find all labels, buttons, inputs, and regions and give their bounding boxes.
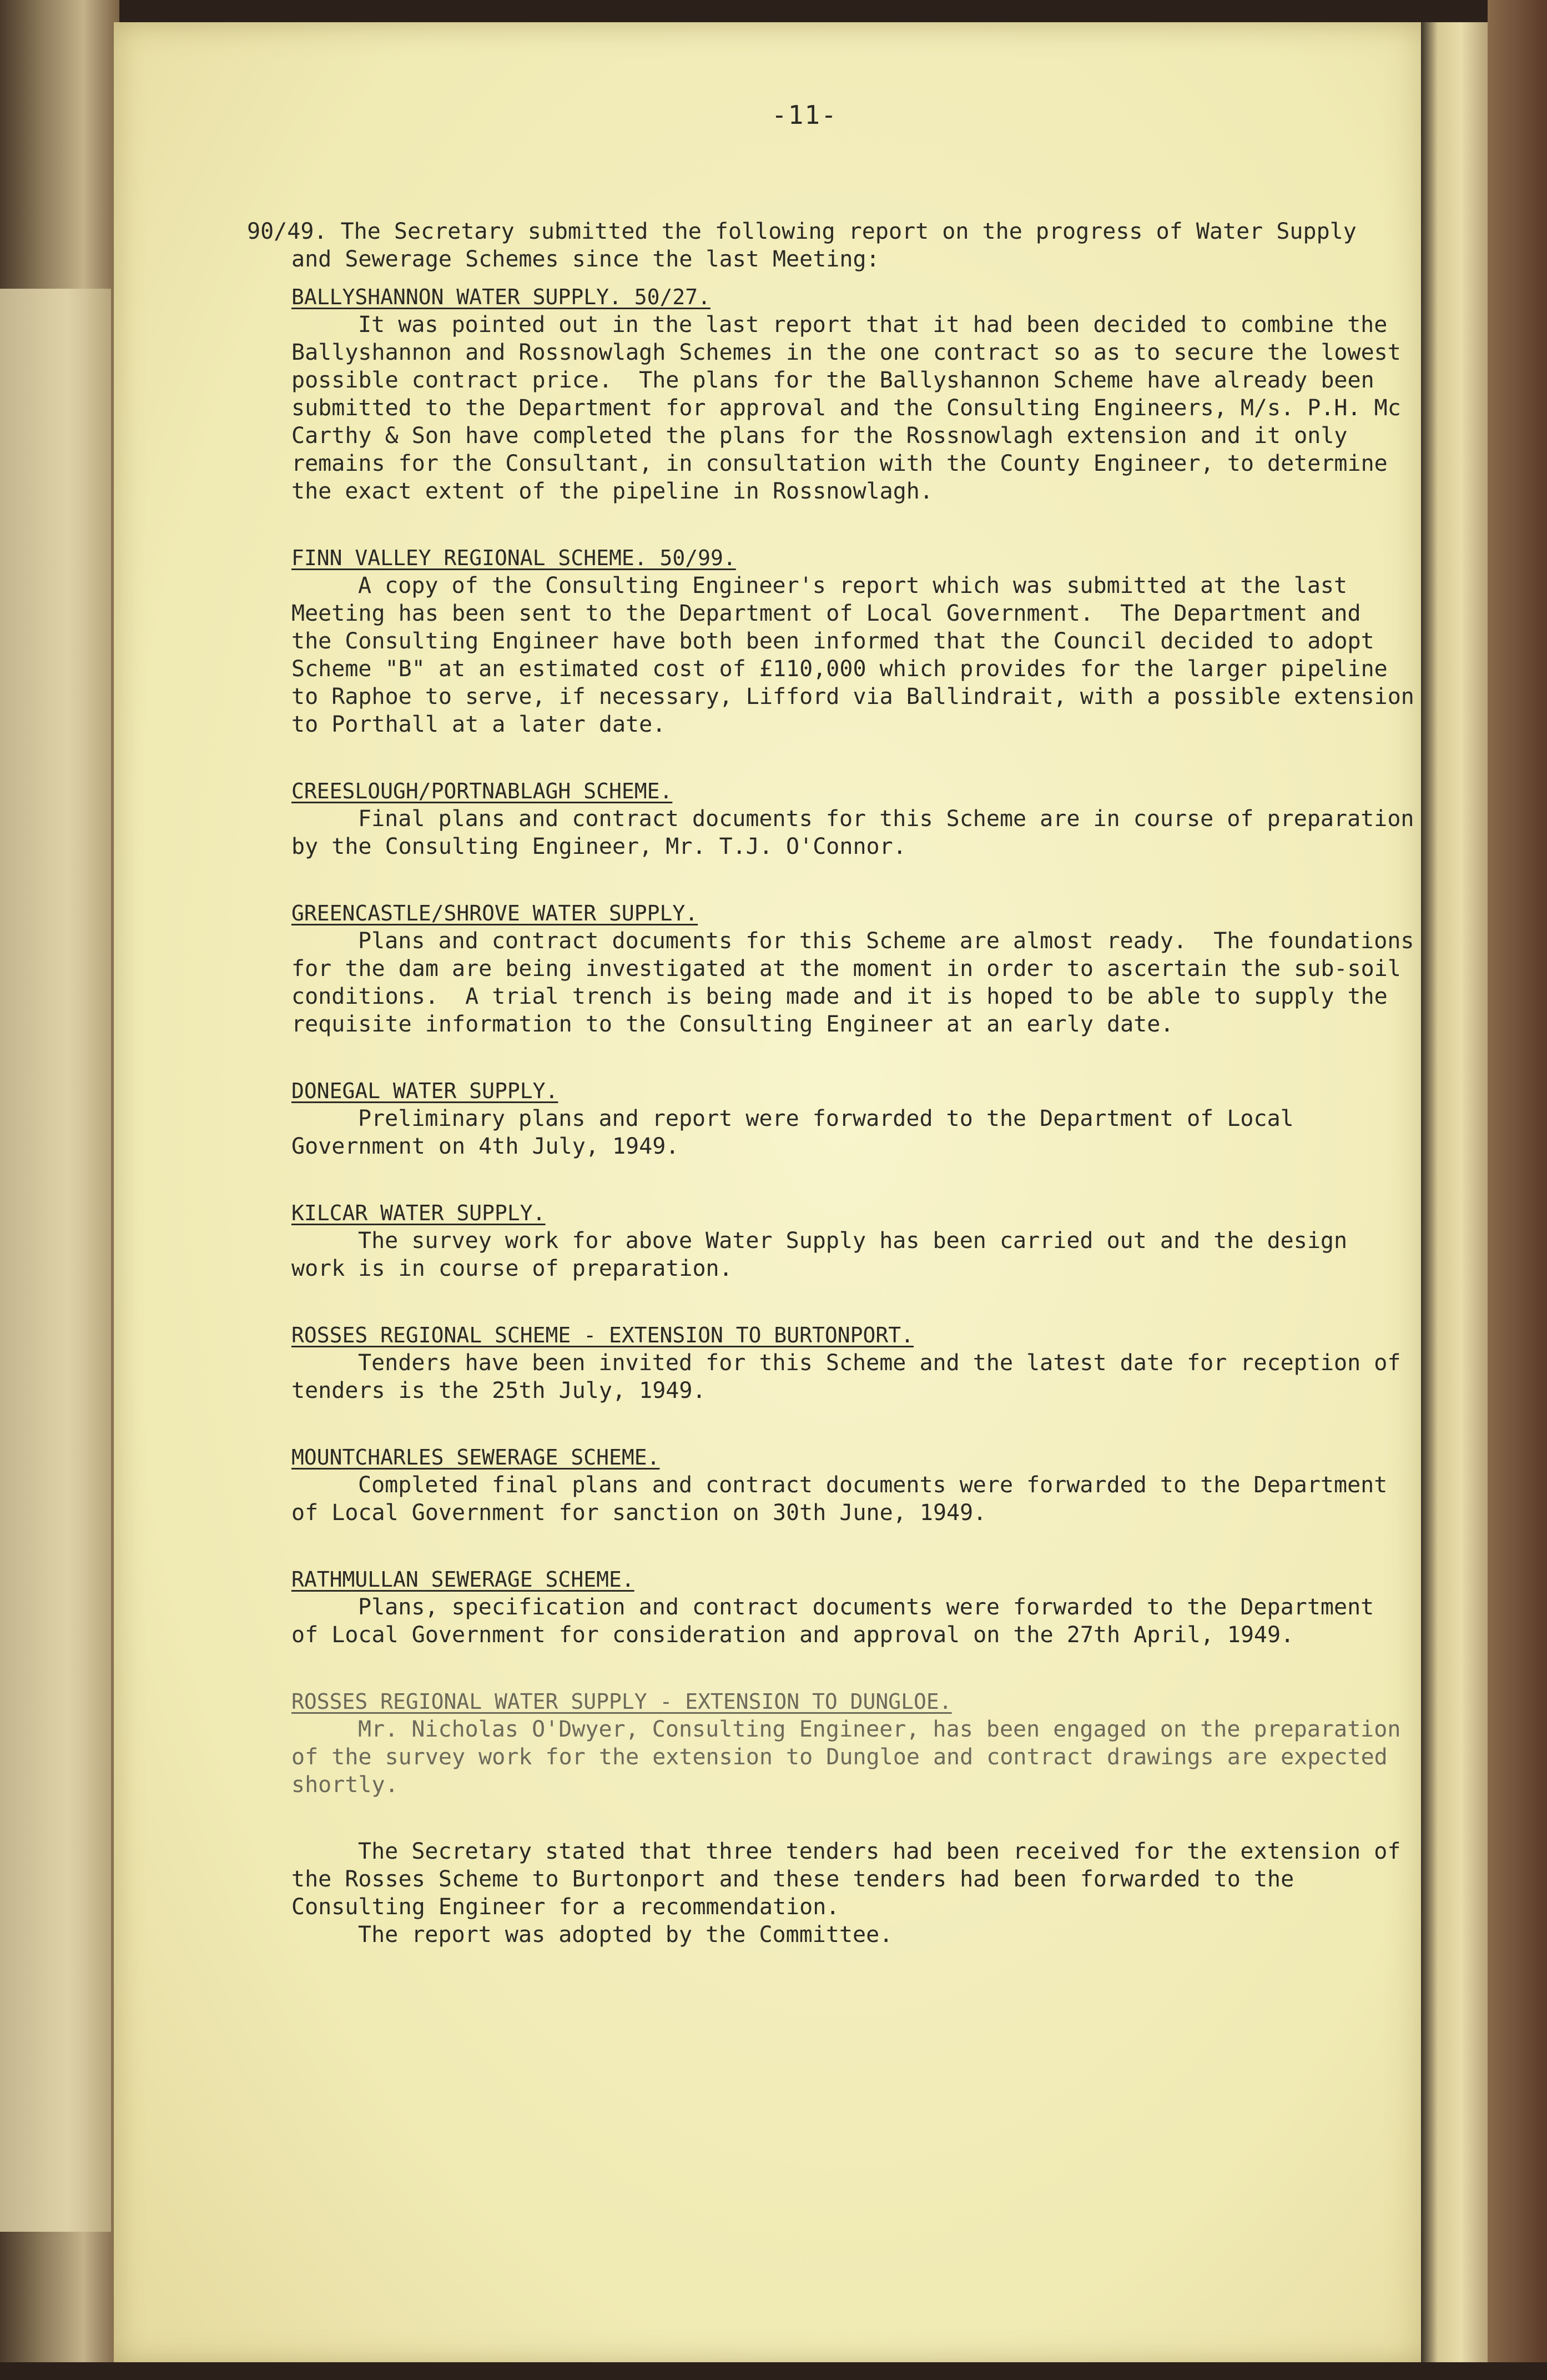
intro-line-2: and Sewerage Schemes since the last Meeting: (291, 246, 880, 272)
section-heading: BALLYSHANNON WATER SUPPLY. 50/27. (291, 285, 710, 309)
section-line: by the Consulting Engineer, Mr. T.J. O'Connor. (291, 834, 906, 859)
section-heading: ROSSES REGIONAL WATER SUPPLY - EXTENSION TO DUNGLOE. (291, 1689, 952, 1714)
section-line: A copy of the Consulting Engineer's report which was submitted at the last (358, 573, 1348, 598)
section-heading: CREESLOUGH/PORTNABLAGH SCHEME. (291, 779, 673, 803)
report-section (291, 1077, 1479, 1160)
section-line: of Local Government for consideration and approval on the 27th April, 1949. (291, 1622, 1294, 1648)
report-section (291, 1566, 1479, 1649)
minute-body (247, 218, 1479, 1987)
section-heading: ROSSES REGIONAL SCHEME - EXTENSION TO BURTONPORT. (291, 1323, 914, 1347)
book-bottom-edge (0, 2362, 1547, 2380)
report-section (291, 1443, 1479, 1527)
report-section (291, 544, 1479, 738)
section-line: the exact extent of the pipeline in Rossnowlagh. (291, 479, 933, 504)
section-line: shortly. (291, 1772, 399, 1798)
section-heading: KILCAR WATER SUPPLY. (291, 1201, 546, 1225)
section-line: of Local Government for sanction on 30th June, 1949. (291, 1500, 987, 1526)
section-line: tenders is the 25th July, 1949. (291, 1378, 706, 1403)
closing-final: The report was adopted by the Committee. (358, 1922, 893, 1948)
section-heading: MOUNTCHARLES SEWERAGE SCHEME. (291, 1445, 660, 1470)
report-section (291, 777, 1479, 861)
section-line: of the survey work for the extension to Dungloe and contract drawings are expected (291, 1744, 1388, 1770)
report-section (291, 899, 1479, 1038)
facing-page-edge (0, 289, 111, 2232)
section-line: submitted to the Department for approval and the Consulting Engineers, M/s. P.H. Mc (291, 395, 1401, 421)
section-line: remains for the Consultant, in consultation with the County Engineer, to determine (291, 451, 1388, 476)
section-line: Plans and contract documents for this Scheme are almost ready. The foundations (358, 928, 1414, 954)
section-line: Final plans and contract documents for this Scheme are in course of preparation (358, 806, 1414, 832)
section-line: to Raphoe to serve, if necessary, Lifford via Ballindrait, with a possible extension (291, 684, 1414, 710)
book-cover-edge (1488, 0, 1547, 2380)
closing-line-2: the Rosses Scheme to Burtonport and these tenders had been forwarded to the (291, 1866, 1294, 1892)
section-line: Plans, specification and contract documents were forwarded to the Department (358, 1594, 1374, 1620)
section-line: conditions. A trial trench is being made and it is hoped to be able to supply the (291, 984, 1388, 1009)
intro-text-1: The Secretary submitted the following report on the progress of Water Supply (340, 219, 1357, 244)
section-heading: DONEGAL WATER SUPPLY. (291, 1079, 558, 1103)
section-line: It was pointed out in the last report that it had been decided to combine the (358, 312, 1388, 338)
section-line: Carthy & Son have completed the plans for the Rossnowlagh extension and it only (291, 423, 1348, 449)
section-heading: GREENCASTLE/SHROVE WATER SUPPLY. (291, 901, 698, 925)
closing-line-1: The Secretary stated that three tenders had been received for the extension of (358, 1839, 1401, 1864)
section-line: Tenders have been invited for this Scheme and the latest date for reception of (358, 1350, 1401, 1376)
section-line: the Consulting Engineer have both been informed that the Council decided to adopt (291, 628, 1374, 654)
section-line: Mr. Nicholas O'Dwyer, Consulting Engineer, has been engaged on the preparation (358, 1717, 1401, 1742)
section-line: requisite information to the Consulting Engineer at an early date. (291, 1012, 1174, 1037)
minute-intro (247, 218, 1479, 273)
section-line: Preliminary plans and report were forwarded to the Department of Local (358, 1106, 1294, 1131)
section-line: The survey work for above Water Supply has been carried out and the design (358, 1228, 1348, 1254)
section-line: Meeting has been sent to the Department of Local Government. The Department and (291, 601, 1361, 626)
section-line: Scheme "B" at an estimated cost of £110,000 which provides for the larger pipeline (291, 656, 1388, 682)
report-section (291, 283, 1479, 505)
section-line: to Porthall at a later date. (291, 712, 666, 737)
section-line: for the dam are being investigated at the moment in order to ascertain the sub-soil (291, 956, 1401, 982)
document-page (114, 22, 1435, 2365)
section-line: Completed final plans and contract documents were forwarded to the Department (358, 1472, 1388, 1498)
report-sections (291, 283, 1479, 1799)
section-line: possible contract price. The plans for the Ballyshannon Scheme have already been (291, 368, 1374, 393)
section-line: work is in course of preparation. (291, 1256, 733, 1281)
report-section (291, 1688, 1479, 1799)
minute-ref: 90/49. (247, 219, 327, 244)
page-stack-edge (1421, 22, 1488, 2365)
book-top-edge (0, 0, 1547, 22)
report-section (291, 1199, 1479, 1282)
closing-line-3: Consulting Engineer for a recommendation. (291, 1894, 840, 1920)
section-heading: FINN VALLEY REGIONAL SCHEME. 50/99. (291, 546, 736, 570)
closing-paragraph (291, 1838, 1479, 1949)
section-line: Ballyshannon and Rossnowlagh Schemes in the one contract so as to secure the lowest (291, 340, 1401, 365)
report-section (291, 1321, 1479, 1405)
intro-line-1 (247, 218, 1479, 245)
page-number: -11- (772, 100, 838, 130)
section-heading: RATHMULLAN SEWERAGE SCHEME. (291, 1567, 634, 1592)
section-line: Government on 4th July, 1949. (291, 1134, 679, 1159)
